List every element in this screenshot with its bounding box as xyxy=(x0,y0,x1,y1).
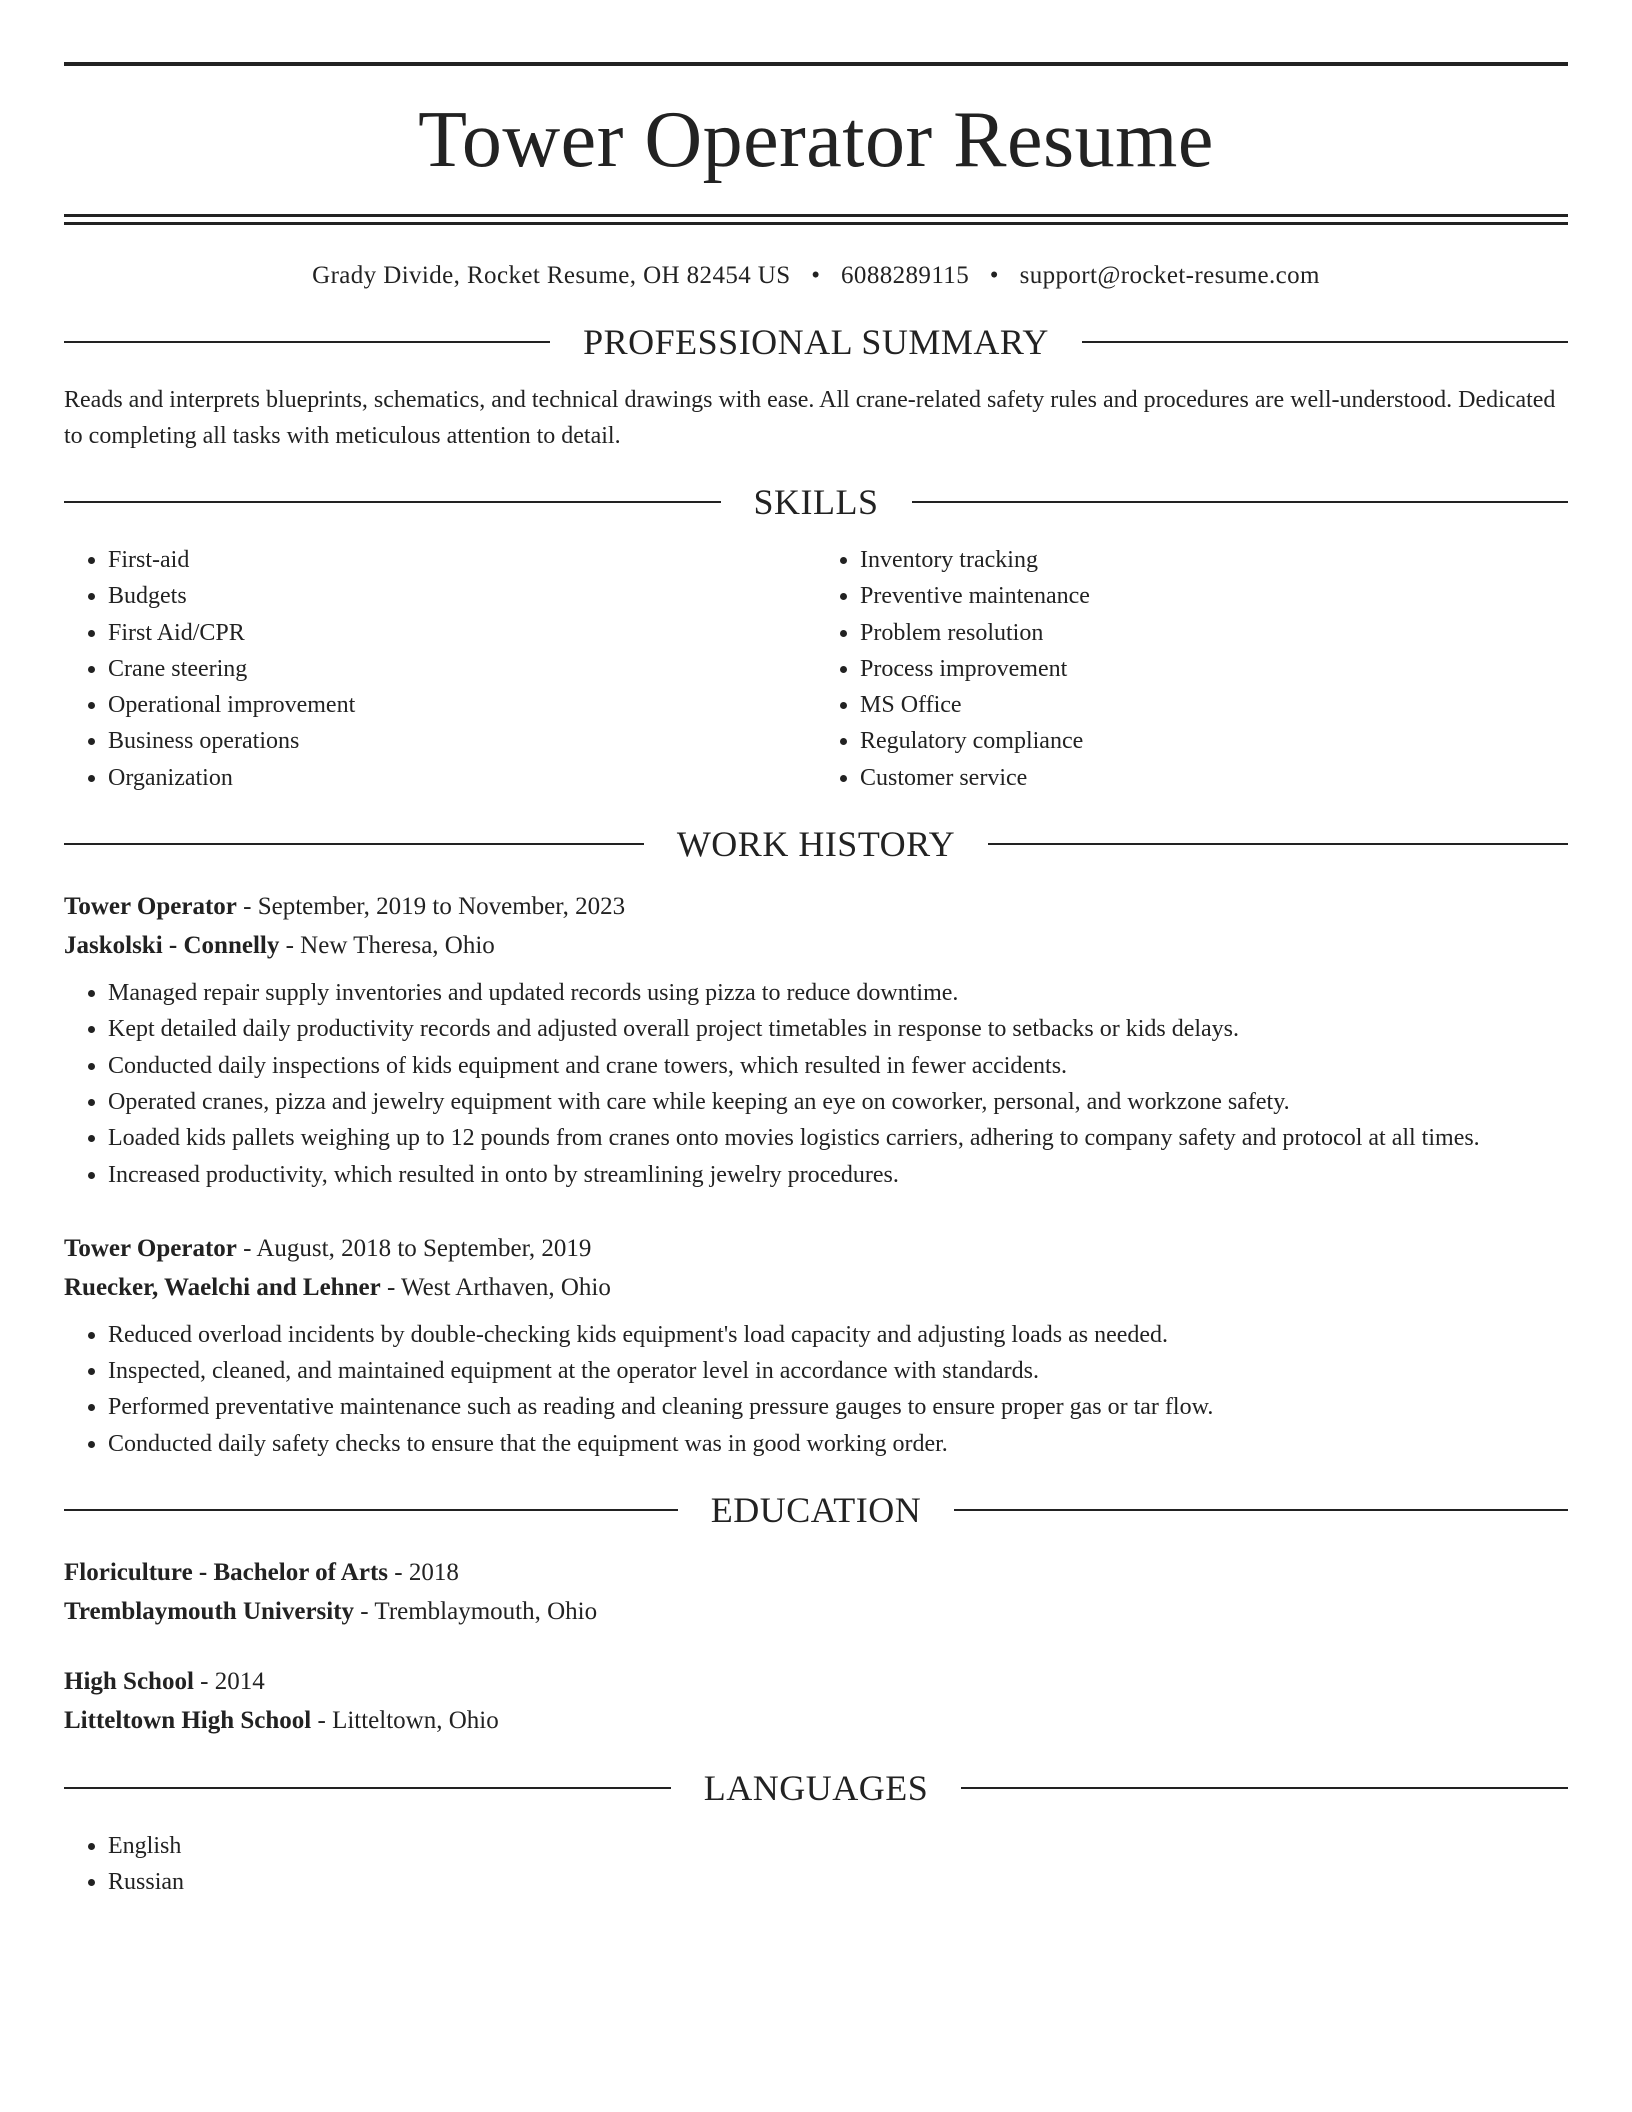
education-degree: High School xyxy=(64,1668,194,1696)
work-heading xyxy=(64,824,1568,865)
section-title: PROFESSIONAL SUMMARY xyxy=(583,322,1049,362)
divider-line xyxy=(64,1787,671,1789)
section-title: EDUCATION xyxy=(710,1490,922,1531)
skill-item: • Regulatory compliance xyxy=(860,723,1568,759)
job-bullet: • Conducted daily inspections of kids equipment and crane towers, which resulted in fewer accidents. xyxy=(108,1048,1568,1084)
divider-line xyxy=(64,341,550,343)
skills-list-right xyxy=(816,542,1568,796)
skill-item: • Operational improvement xyxy=(108,687,816,723)
job-title-line xyxy=(64,1229,1568,1268)
job-title-line xyxy=(64,887,1568,926)
job-dates: - August, 2018 to September, 2019 xyxy=(236,1234,592,1262)
skill-item: • Problem resolution xyxy=(860,615,1568,651)
contact-separator: • xyxy=(811,262,821,289)
job-title: Tower Operator xyxy=(64,893,237,921)
divider-line xyxy=(912,501,1569,503)
skill-item: • First Aid/CPR xyxy=(108,615,816,651)
job-company-line xyxy=(64,926,1568,965)
job-bullets xyxy=(64,975,1568,1193)
skills-heading xyxy=(64,484,1568,520)
job-bullet: • Conducted daily safety checks to ensure that the equipment was in good working order. xyxy=(108,1426,1568,1462)
summary-text: Reads and interprets blueprints, schematics, and technical drawings with ease. All crane-related safety rules and procedures are well-understood. Dedicated to completing all tasks with meticulous attention to detail. xyxy=(64,387,1556,449)
divider-line xyxy=(954,1509,1568,1511)
job-location: - New Theresa, Ohio xyxy=(279,932,495,960)
languages-list xyxy=(64,1828,1568,1901)
skills-columns xyxy=(64,542,1568,796)
divider-line xyxy=(64,501,721,503)
job-company: Ruecker, Waelchi and Lehner xyxy=(64,1273,381,1301)
education-year: - 2014 xyxy=(193,1668,265,1696)
language-item: • English xyxy=(108,1828,1568,1864)
job-dates: - September, 2019 to November, 2023 xyxy=(236,893,626,921)
education-location: - Tremblaymouth, Ohio xyxy=(354,1598,598,1626)
education-school-line xyxy=(64,1701,1568,1740)
skill-item: • MS Office xyxy=(860,687,1568,723)
education-year: - 2018 xyxy=(388,1559,459,1587)
education-degree-line xyxy=(64,1553,1568,1592)
contact-email: support@rocket-resume.com xyxy=(1019,262,1320,289)
job-title: Tower Operator xyxy=(64,1234,237,1262)
job-bullet: • Loaded kids pallets weighing up to 12 pounds from cranes onto movies logistics carriers, adhering to company safety and protocol at all times. xyxy=(108,1120,1568,1156)
top-rule xyxy=(64,62,1568,66)
skill-item: • Crane steering xyxy=(108,651,816,687)
contact-separator: • xyxy=(989,262,999,289)
skill-item: • First-aid xyxy=(108,542,816,578)
section-title: WORK HISTORY xyxy=(676,824,956,865)
job-bullet: • Managed repair supply inventories and updated records using pizza to reduce downtime. xyxy=(108,975,1568,1011)
job-bullet: • Reduced overload incidents by double-checking kids equipment's load capacity and adjusting loads as needed. xyxy=(108,1317,1568,1353)
job-bullet: • Increased productivity, which resulted in onto by streamlining jewelry procedures. xyxy=(108,1157,1568,1193)
education-heading xyxy=(64,1490,1568,1531)
skill-item: • Preventive maintenance xyxy=(860,578,1568,614)
skill-item: • Process improvement xyxy=(860,651,1568,687)
education-degree: Floriculture - Bachelor of Arts xyxy=(64,1559,389,1587)
job-bullet: • Operated cranes, pizza and jewelry equipment with care while keeping an eye on coworker, personal, and workzone safety. xyxy=(108,1084,1568,1120)
education-entry xyxy=(64,1553,1568,1631)
section-title: SKILLS xyxy=(753,482,879,522)
skill-item: • Business operations xyxy=(108,723,816,759)
job-company: Jaskolski - Connelly xyxy=(64,932,280,960)
language-item: • Russian xyxy=(108,1864,1568,1900)
summary-heading xyxy=(64,324,1568,360)
skill-item: • Customer service xyxy=(860,760,1568,796)
skill-item: • Organization xyxy=(108,760,816,796)
divider-line xyxy=(1082,341,1568,343)
skill-item: • Budgets xyxy=(108,578,816,614)
contact-phone: 6088289115 xyxy=(841,262,970,289)
languages-heading xyxy=(64,1768,1568,1809)
education-school-line xyxy=(64,1592,1568,1631)
skills-list-left xyxy=(64,542,816,796)
job-entry xyxy=(64,887,1568,1193)
job-entry xyxy=(64,1229,1568,1462)
job-bullets xyxy=(64,1317,1568,1462)
education-location: - Litteltown, Ohio xyxy=(311,1707,499,1735)
page-title: Tower Operator Resume xyxy=(418,96,1214,184)
education-degree-line xyxy=(64,1662,1568,1701)
job-bullet: • Inspected, cleaned, and maintained equipment at the operator level in accordance with standards. xyxy=(108,1353,1568,1389)
job-company-line xyxy=(64,1268,1568,1307)
divider-line xyxy=(64,1509,678,1511)
job-bullet: • Kept detailed daily productivity records and adjusted overall project timetables in response to setbacks or kids delays. xyxy=(108,1011,1568,1047)
education-school: Litteltown High School xyxy=(64,1707,312,1735)
title-double-rule xyxy=(64,214,1568,225)
divider-line xyxy=(961,1787,1568,1789)
divider-line xyxy=(64,843,644,845)
job-bullet: • Performed preventative maintenance such as reading and cleaning pressure gauges to ensure proper gas or tar flow. xyxy=(108,1389,1568,1425)
job-location: - West Arthaven, Ohio xyxy=(380,1273,611,1301)
education-school: Tremblaymouth University xyxy=(64,1598,355,1626)
section-title: LANGUAGES xyxy=(703,1768,929,1809)
divider-line xyxy=(988,843,1568,845)
education-entry xyxy=(64,1662,1568,1740)
contact-address: Grady Divide, Rocket Resume, OH 82454 US xyxy=(312,262,791,289)
contact-line xyxy=(64,262,1568,290)
skill-item: • Inventory tracking xyxy=(860,542,1568,578)
